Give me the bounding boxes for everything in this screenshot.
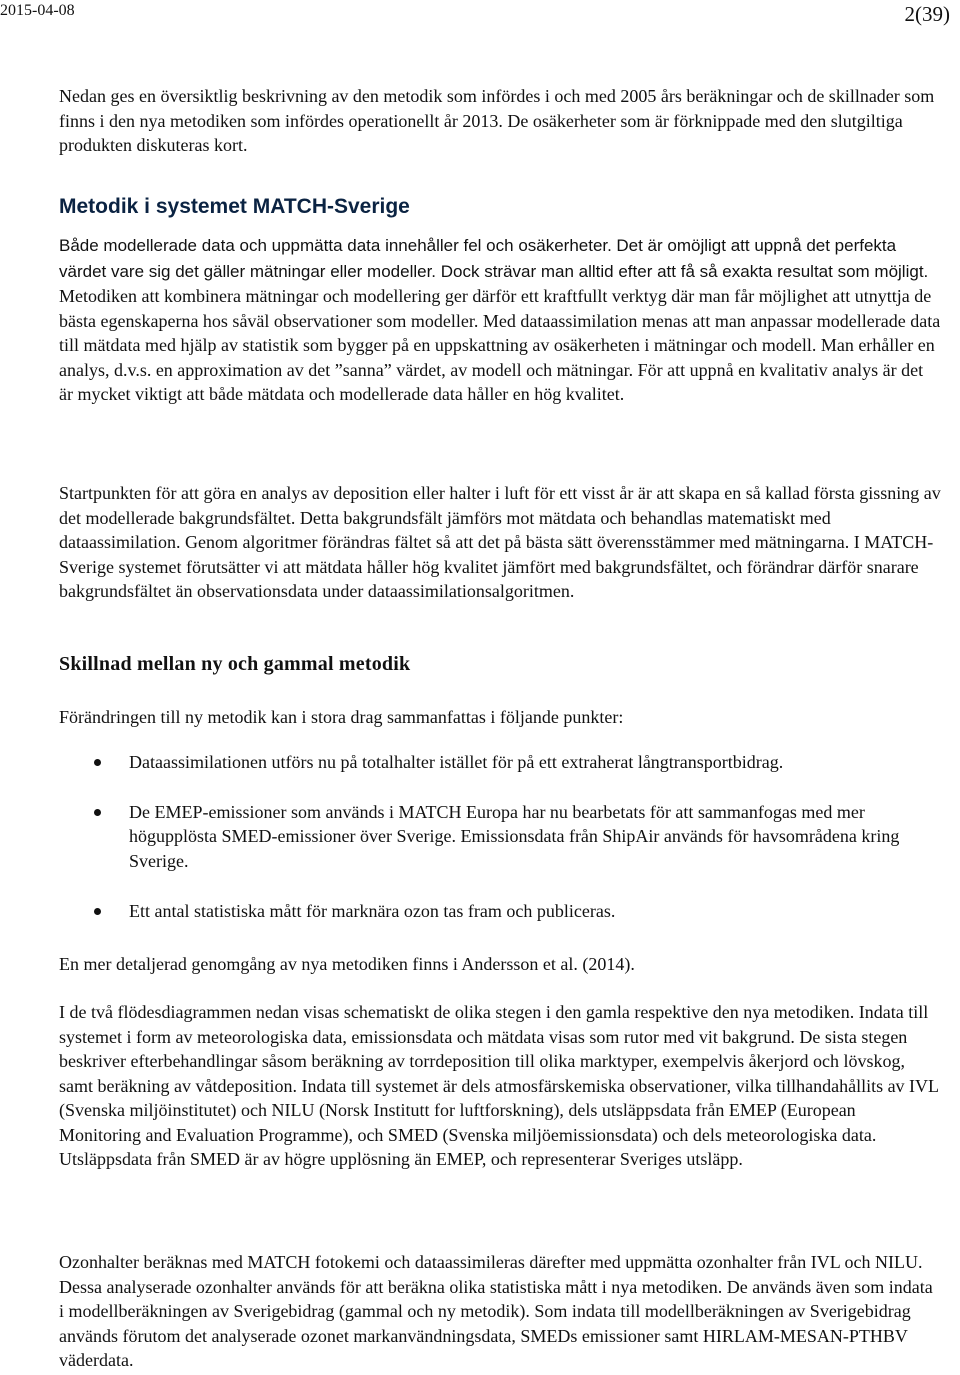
page-date: 2015-04-08 bbox=[0, 2, 75, 19]
list-item bbox=[59, 750, 941, 775]
bullet-icon bbox=[94, 759, 101, 766]
list-item-text: Ett antal statistiska mått för marknära ozon tas fram och publiceras. bbox=[129, 901, 616, 921]
list-item-text: Dataassimilationen utförs nu på totalhalter istället för på ett extraherat långtransportbidrag. bbox=[129, 752, 784, 772]
bullet-icon bbox=[94, 809, 101, 816]
section-heading-skillnad: Skillnad mellan ny och gammal metodik bbox=[59, 653, 411, 675]
paragraph-metodik-rest: Metodiken att kombinera mätningar och modellering ger därför ett kraftfullt verktyg där man får möjlighet att utnyttja de bästa egenskaperna hos såväl observationer som modeller. Med dataassimilation menas att man anpassar modellerade data till mätdata med hjälp av statistik som bygger på en uppskattning av osäkerheten i mätningar och modell. Man erhåller en analys, d.v.s. en approximation av det ”sanna” värdet, av modell och mätningar. För att uppnå en kvalitativ analys är det är mycket viktigt att både mätdata och modellerade data håller en hög kvalitet. bbox=[59, 286, 941, 404]
paragraph-metodik-sans-part: Både modellerade data och uppmätta data innehåller fel och osäkerheter. bbox=[59, 236, 612, 255]
paragraph-flowcharts: I de två flödesdiagrammen nedan visas schematiskt de olika stegen i den gamla respektive den nya metodiken. Indata till systemet i form av meteorologiska data, emissionsdata och mätdata visas som rutor med vit bakgrund. De sista stegen beskriver efterbehandlingar såsom beräkning av torrdeposition till olika marktyper, exempelvis åkerjord och lövskog, samt beräkning av våtdeposition. Indata till systemet är dels atmosfärskemiska observationer, vilka tillhandahållits av IVL (Svenska miljöinstitutet) och NILU (Norsk Institutt for luftforskning), dels utsläppsdata från EMEP (European Monitoring and Evaluation Programme), och SMED (Svenska miljöemissionsdata) och dels meteorologiska data. Utsläppsdata från SMED är av högre upplösning än EMEP, och representerar Sveriges utsläpp. bbox=[59, 1002, 939, 1169]
section-heading-metodik: Metodik i systemet MATCH-Sverige bbox=[59, 195, 410, 218]
paragraph-metodik bbox=[59, 233, 941, 407]
change-list bbox=[59, 750, 941, 924]
paragraph-lead: Förändringen till ny metodik kan i stora drag sammanfattas i följande punkter: bbox=[59, 707, 624, 727]
paragraph-reference: En mer detaljerad genomgång av nya metodiken finns i Andersson et al. (2014). bbox=[59, 954, 635, 974]
list-item-text: De EMEP-emissioner som används i MATCH Europa har nu bearbetats för att sammanfogas med mer högupplösta SMED-emissioner över Sverige. Emissionsdata från ShipAir används för havsområdena kring Sverige. bbox=[129, 801, 900, 871]
paragraph-ozon: Ozonhalter beräknas med MATCH fotokemi och dataassimileras därefter med uppmätta ozonhalter från IVL och NILU. Dessa analyserade ozonhalter används för att beräkna olika statistiska mått i nya metodiken. De används även som indata i modellberäkningen av Sverigebidrag (gammal och ny metodik). Som indata till modellberäkningen av Sverigebidrag används förutom det analyserade ozonet markanvändningsdata, SMEDs emissioner samt HIRLAM-MESAN-PTHBV väderdata. bbox=[59, 1252, 933, 1370]
page-number: 2(39) bbox=[904, 2, 950, 26]
list-item bbox=[59, 899, 941, 924]
intro-paragraph: Nedan ges en översiktlig beskrivning av den metodik som infördes i och med 2005 års beräkningar och de skillnader som finns i den nya metodiken som infördes operationellt år 2013. De osäkerheter som är förknippade med den slutgiltiga produkten diskuteras kort. bbox=[59, 86, 935, 155]
list-item bbox=[59, 800, 941, 874]
paragraph-startpunkten: Startpunkten för att göra en analys av deposition eller halter i luft för ett visst år är att skapa en så kallad första gissning av det modellerade bakgrundsfältet. Detta bakgrundsfält jämförs mot mätdata och behandlas matematiskt med dataassimilation. Genom algoritmer förändras fältet så att det på bästa sätt överensstämmer med mätningarna. I MATCH-Sverige systemet förutsätter vi att mätdata håller hög kvalitet jämfört med bakgrundsfältet, och förändrar därför snarare bakgrundsfältet än observationsdata under dataassimilationsalgoritmen. bbox=[59, 483, 941, 601]
paragraph-metodik-sans-part-2: Det är omöjligt att uppnå det perfekta värdet vare sig det gäller mätningar eller modeller. Dock strävar man alltid efter att få så exakta resultat som möjligt. bbox=[59, 236, 929, 281]
bullet-icon bbox=[94, 908, 101, 915]
